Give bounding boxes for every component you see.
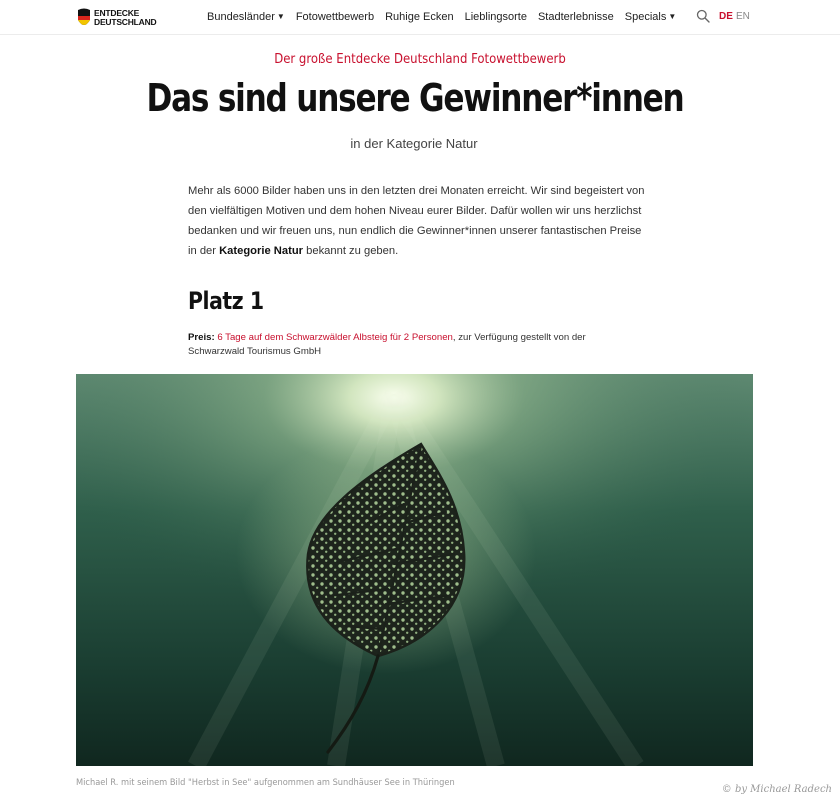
nav-item-fotowettbewerb[interactable] <box>296 11 374 25</box>
page-title: Das sind unsere Gewinner*innen <box>146 76 684 120</box>
germany-flag-icon <box>76 8 92 28</box>
logo-text <box>94 9 157 27</box>
page-subtitle: in der Kategorie Natur <box>350 136 478 151</box>
logo-line-1: ENTDECKE <box>94 8 140 18</box>
intro-text: Mehr als 6000 Bilder haben uns in den letzten drei Monaten erreicht. Wir sind begeistert von den vielfältigen Motiven und dem hohen Niveau eurer Bilder. Dafür wollen wir uns herzlichst bedanken und wir freuen uns, nun endlich die Gewinner*innen unserer fantastischen Preise in der <box>188 185 645 257</box>
prize-label: Preis: <box>188 332 215 343</box>
page-kicker: Der große Entdecke Deutschland Fotowettbewerb <box>274 52 566 67</box>
nav-item-bundeslaender[interactable] <box>207 11 285 25</box>
prize-info <box>188 331 628 359</box>
chevron-down-icon: ▼ <box>668 12 677 21</box>
site-header <box>0 0 840 35</box>
intro-bold: Kategorie Natur <box>219 245 304 257</box>
nav-item-lieblingsorte[interactable] <box>465 11 527 25</box>
intro-tail: bekannt zu geben. <box>303 245 399 257</box>
nav-item-specials[interactable] <box>625 11 677 25</box>
nav-label: Ruhige Ecken <box>385 11 454 23</box>
site-logo[interactable] <box>76 8 156 28</box>
language-en[interactable]: EN <box>736 11 750 22</box>
prize-link[interactable]: 6 Tage auf dem Schwarzwälder Albsteig für 2 Personen <box>217 332 453 343</box>
intro-paragraph <box>188 181 648 261</box>
chevron-down-icon: ▼ <box>276 12 285 21</box>
nav-label: Lieblingsorte <box>464 11 527 23</box>
logo-line-2: DEUTSCHLAND <box>94 17 157 27</box>
nav-label: Fotowettbewerb <box>295 11 375 23</box>
nav-item-stadterlebnisse[interactable] <box>538 11 614 25</box>
photo-caption: Michael R. mit seinem Bild "Herbst in See" aufgenommen am Sundhäuser See in Thüringen <box>76 777 455 788</box>
photo-credit: © by Michael Radech <box>721 784 832 795</box>
prize-rest: , zur Verfügung gestellt von der Schwarzwald Tourismus GmbH <box>188 332 586 357</box>
nav-label: Specials <box>624 11 667 23</box>
winner-photo <box>76 374 753 766</box>
language-de[interactable]: DE <box>719 11 733 22</box>
search-icon[interactable] <box>696 9 710 23</box>
nav-item-ruhige-ecken[interactable] <box>385 11 454 25</box>
place-heading: Platz 1 <box>188 287 264 315</box>
nav-label: Stadterlebnisse <box>537 11 614 23</box>
main-nav <box>207 11 687 25</box>
nav-label: Bundesländer <box>207 11 275 23</box>
